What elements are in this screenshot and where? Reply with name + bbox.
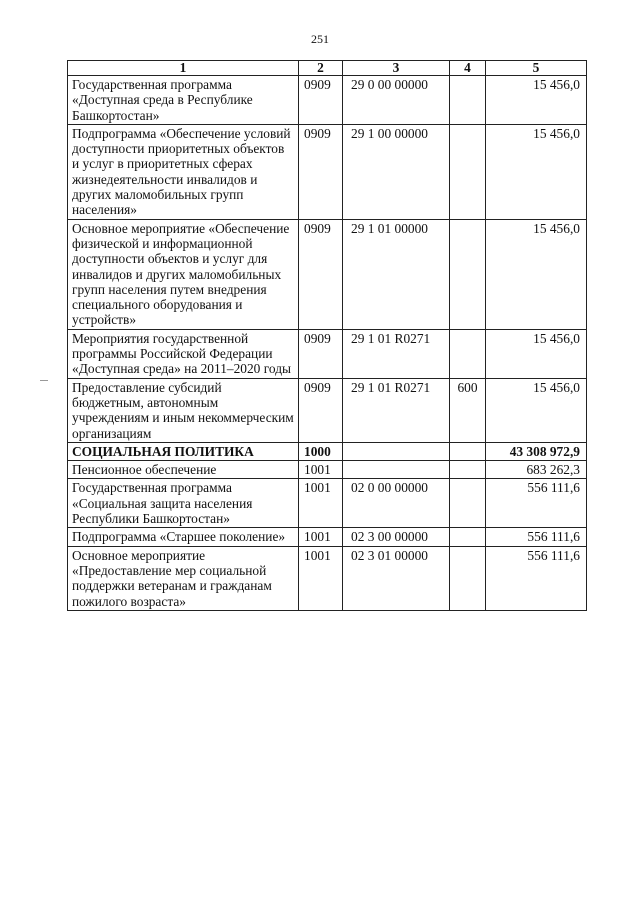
row-amount-cell: 15 456,0 — [486, 329, 587, 378]
row-expense-type-cell: 600 — [450, 378, 486, 442]
row-target-article-cell — [343, 461, 450, 479]
row-target-article-cell: 02 0 00 00000 — [343, 479, 450, 528]
row-amount-cell: 556 111,6 — [486, 528, 587, 546]
row-name-cell: Государственная программа «Доступная среда в Республике Башкортостан» — [68, 76, 299, 125]
row-amount-cell: 556 111,6 — [486, 479, 587, 528]
table-row — [68, 479, 587, 528]
row-name-cell: Подпрограмма «Обеспечение условий доступности приоритетных объектов и услуг в приоритетных сферах жизнедеятельности инвалидов и других маломобильных групп населения» — [68, 124, 299, 219]
table-row — [68, 546, 587, 610]
row-section-code-cell: 1001 — [299, 528, 343, 546]
table-row — [68, 528, 587, 546]
row-expense-type-cell — [450, 76, 486, 125]
row-name-cell: Мероприятия государственной программы Российской Федерации «Доступная среда» на 2011–2020 годы — [68, 329, 299, 378]
column-header-1: 1 — [68, 61, 299, 76]
row-amount-cell: 43 308 972,9 — [486, 442, 587, 460]
table-row — [68, 124, 587, 219]
row-target-article-cell: 29 0 00 00000 — [343, 76, 450, 125]
row-amount-cell: 15 456,0 — [486, 378, 587, 442]
table-body — [68, 76, 587, 611]
table-row — [68, 76, 587, 125]
row-amount-cell: 683 262,3 — [486, 461, 587, 479]
column-header-4: 4 — [450, 61, 486, 76]
header-row — [68, 61, 587, 76]
row-amount-cell: 556 111,6 — [486, 546, 587, 610]
table-row — [68, 442, 587, 460]
row-section-code-cell: 1001 — [299, 461, 343, 479]
column-header-2: 2 — [299, 61, 343, 76]
row-expense-type-cell — [450, 219, 486, 329]
table-row — [68, 329, 587, 378]
row-target-article-cell: 02 3 00 00000 — [343, 528, 450, 546]
row-expense-type-cell — [450, 329, 486, 378]
row-target-article-cell: 29 1 00 00000 — [343, 124, 450, 219]
row-expense-type-cell — [450, 461, 486, 479]
table-row — [68, 378, 587, 442]
row-name-cell: Основное мероприятие «Предоставление мер социальной поддержки ветеранам и гражданам пожилого возраста» — [68, 546, 299, 610]
column-header-3: 3 — [343, 61, 450, 76]
row-name-cell: Предоставление субсидий бюджетным, автономным учреждениям и иным некоммерческим организациям — [68, 378, 299, 442]
table-row — [68, 219, 587, 329]
row-section-code-cell: 0909 — [299, 219, 343, 329]
page-number: 251 — [311, 32, 329, 46]
budget-table — [67, 60, 587, 611]
margin-mark — [40, 380, 48, 381]
row-expense-type-cell — [450, 528, 486, 546]
row-target-article-cell: 29 1 01 R0271 — [343, 329, 450, 378]
row-name-cell: СОЦИАЛЬНАЯ ПОЛИТИКА — [68, 442, 299, 460]
row-expense-type-cell — [450, 124, 486, 219]
row-name-cell: Государственная программа «Социальная защита населения Республики Башкортостан» — [68, 479, 299, 528]
row-section-code-cell: 0909 — [299, 124, 343, 219]
row-name-cell: Пенсионное обеспечение — [68, 461, 299, 479]
row-expense-type-cell — [450, 442, 486, 460]
row-amount-cell: 15 456,0 — [486, 76, 587, 125]
row-section-code-cell: 1001 — [299, 546, 343, 610]
row-amount-cell: 15 456,0 — [486, 219, 587, 329]
row-section-code-cell: 0909 — [299, 378, 343, 442]
row-section-code-cell: 0909 — [299, 76, 343, 125]
row-name-cell: Основное мероприятие «Обеспечение физической и информационной доступности объектов и услуг для инвалидов и других маломобильных групп населения путем внедрения специального оборудования и устройств» — [68, 219, 299, 329]
row-section-code-cell: 1000 — [299, 442, 343, 460]
row-target-article-cell: 29 1 01 00000 — [343, 219, 450, 329]
row-amount-cell: 15 456,0 — [486, 124, 587, 219]
table-row — [68, 461, 587, 479]
row-name-cell: Подпрограмма «Старшее поколение» — [68, 528, 299, 546]
row-target-article-cell — [343, 442, 450, 460]
row-expense-type-cell — [450, 546, 486, 610]
row-target-article-cell: 29 1 01 R0271 — [343, 378, 450, 442]
row-expense-type-cell — [450, 479, 486, 528]
row-target-article-cell: 02 3 01 00000 — [343, 546, 450, 610]
column-header-5: 5 — [486, 61, 587, 76]
row-section-code-cell: 1001 — [299, 479, 343, 528]
row-section-code-cell: 0909 — [299, 329, 343, 378]
